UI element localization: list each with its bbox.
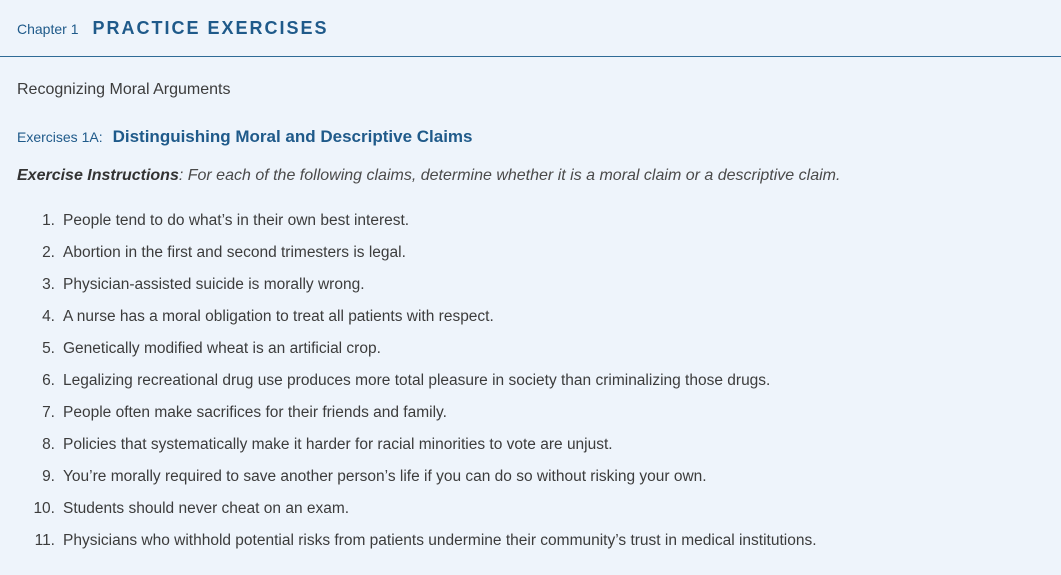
claim-text: People tend to do what’s in their own best interest. [63,212,410,229]
claim-item [0,461,1061,493]
claim-item [0,525,1061,557]
instructions-lead: Exercise Instructions [17,167,179,184]
exercise-heading [17,127,473,147]
exercise-title: Distinguishing Moral and Descriptive Claims [112,127,473,146]
claim-item [0,205,1061,237]
instructions-text: : For each of the following claims, determine whether it is a moral claim or a descriptive claim. [178,167,841,184]
chapter-title: PRACTICE EXERCISES [92,18,329,38]
claim-number: 10. [33,500,55,517]
claim-number: 7. [42,404,55,421]
claim-item [0,493,1061,525]
claim-item [0,397,1061,429]
claim-text: Genetically modified wheat is an artificial crop. [63,340,381,357]
claim-item [0,333,1061,365]
exercise-label: Exercises 1A: [17,129,103,145]
claim-text: Legalizing recreational drug use produces more total pleasure in society than criminalizing those drugs. [63,372,771,389]
claim-item [0,301,1061,333]
claim-text: Students should never cheat on an exam. [63,500,350,517]
chapter-label: Chapter 1 [17,21,79,37]
claim-text: People often make sacrifices for their friends and family. [63,404,447,421]
claim-text: Abortion in the first and second trimesters is legal. [63,244,406,261]
chapter-header [17,18,329,46]
claim-item [0,237,1061,269]
claim-item [0,365,1061,397]
claim-item [0,269,1061,301]
claim-text: Policies that systematically make it harder for racial minorities to vote are unjust. [63,436,613,453]
claim-number: 3. [42,276,55,293]
claim-text: You’re morally required to save another person’s life if you can do so without risking your own. [63,468,707,485]
claim-number: 11. [34,532,55,549]
claim-text: Physician-assisted suicide is morally wrong. [63,276,365,293]
claim-number: 1. [42,212,55,229]
claim-number: 5. [42,340,55,357]
section-heading: Recognizing Moral Arguments [17,81,231,98]
claim-number: 8. [42,436,55,453]
claims-list [0,205,1061,557]
claim-text: Physicians who withhold potential risks from patients undermine their community’s trust in medical institutions. [63,532,817,549]
claim-number: 9. [42,468,55,485]
exercise-instructions [17,167,840,185]
claim-number: 6. [42,372,55,389]
header-divider [0,56,1061,57]
claim-number: 4. [42,308,55,325]
claim-item [0,429,1061,461]
claim-number: 2. [42,244,55,261]
claim-text: A nurse has a moral obligation to treat all patients with respect. [63,308,494,325]
